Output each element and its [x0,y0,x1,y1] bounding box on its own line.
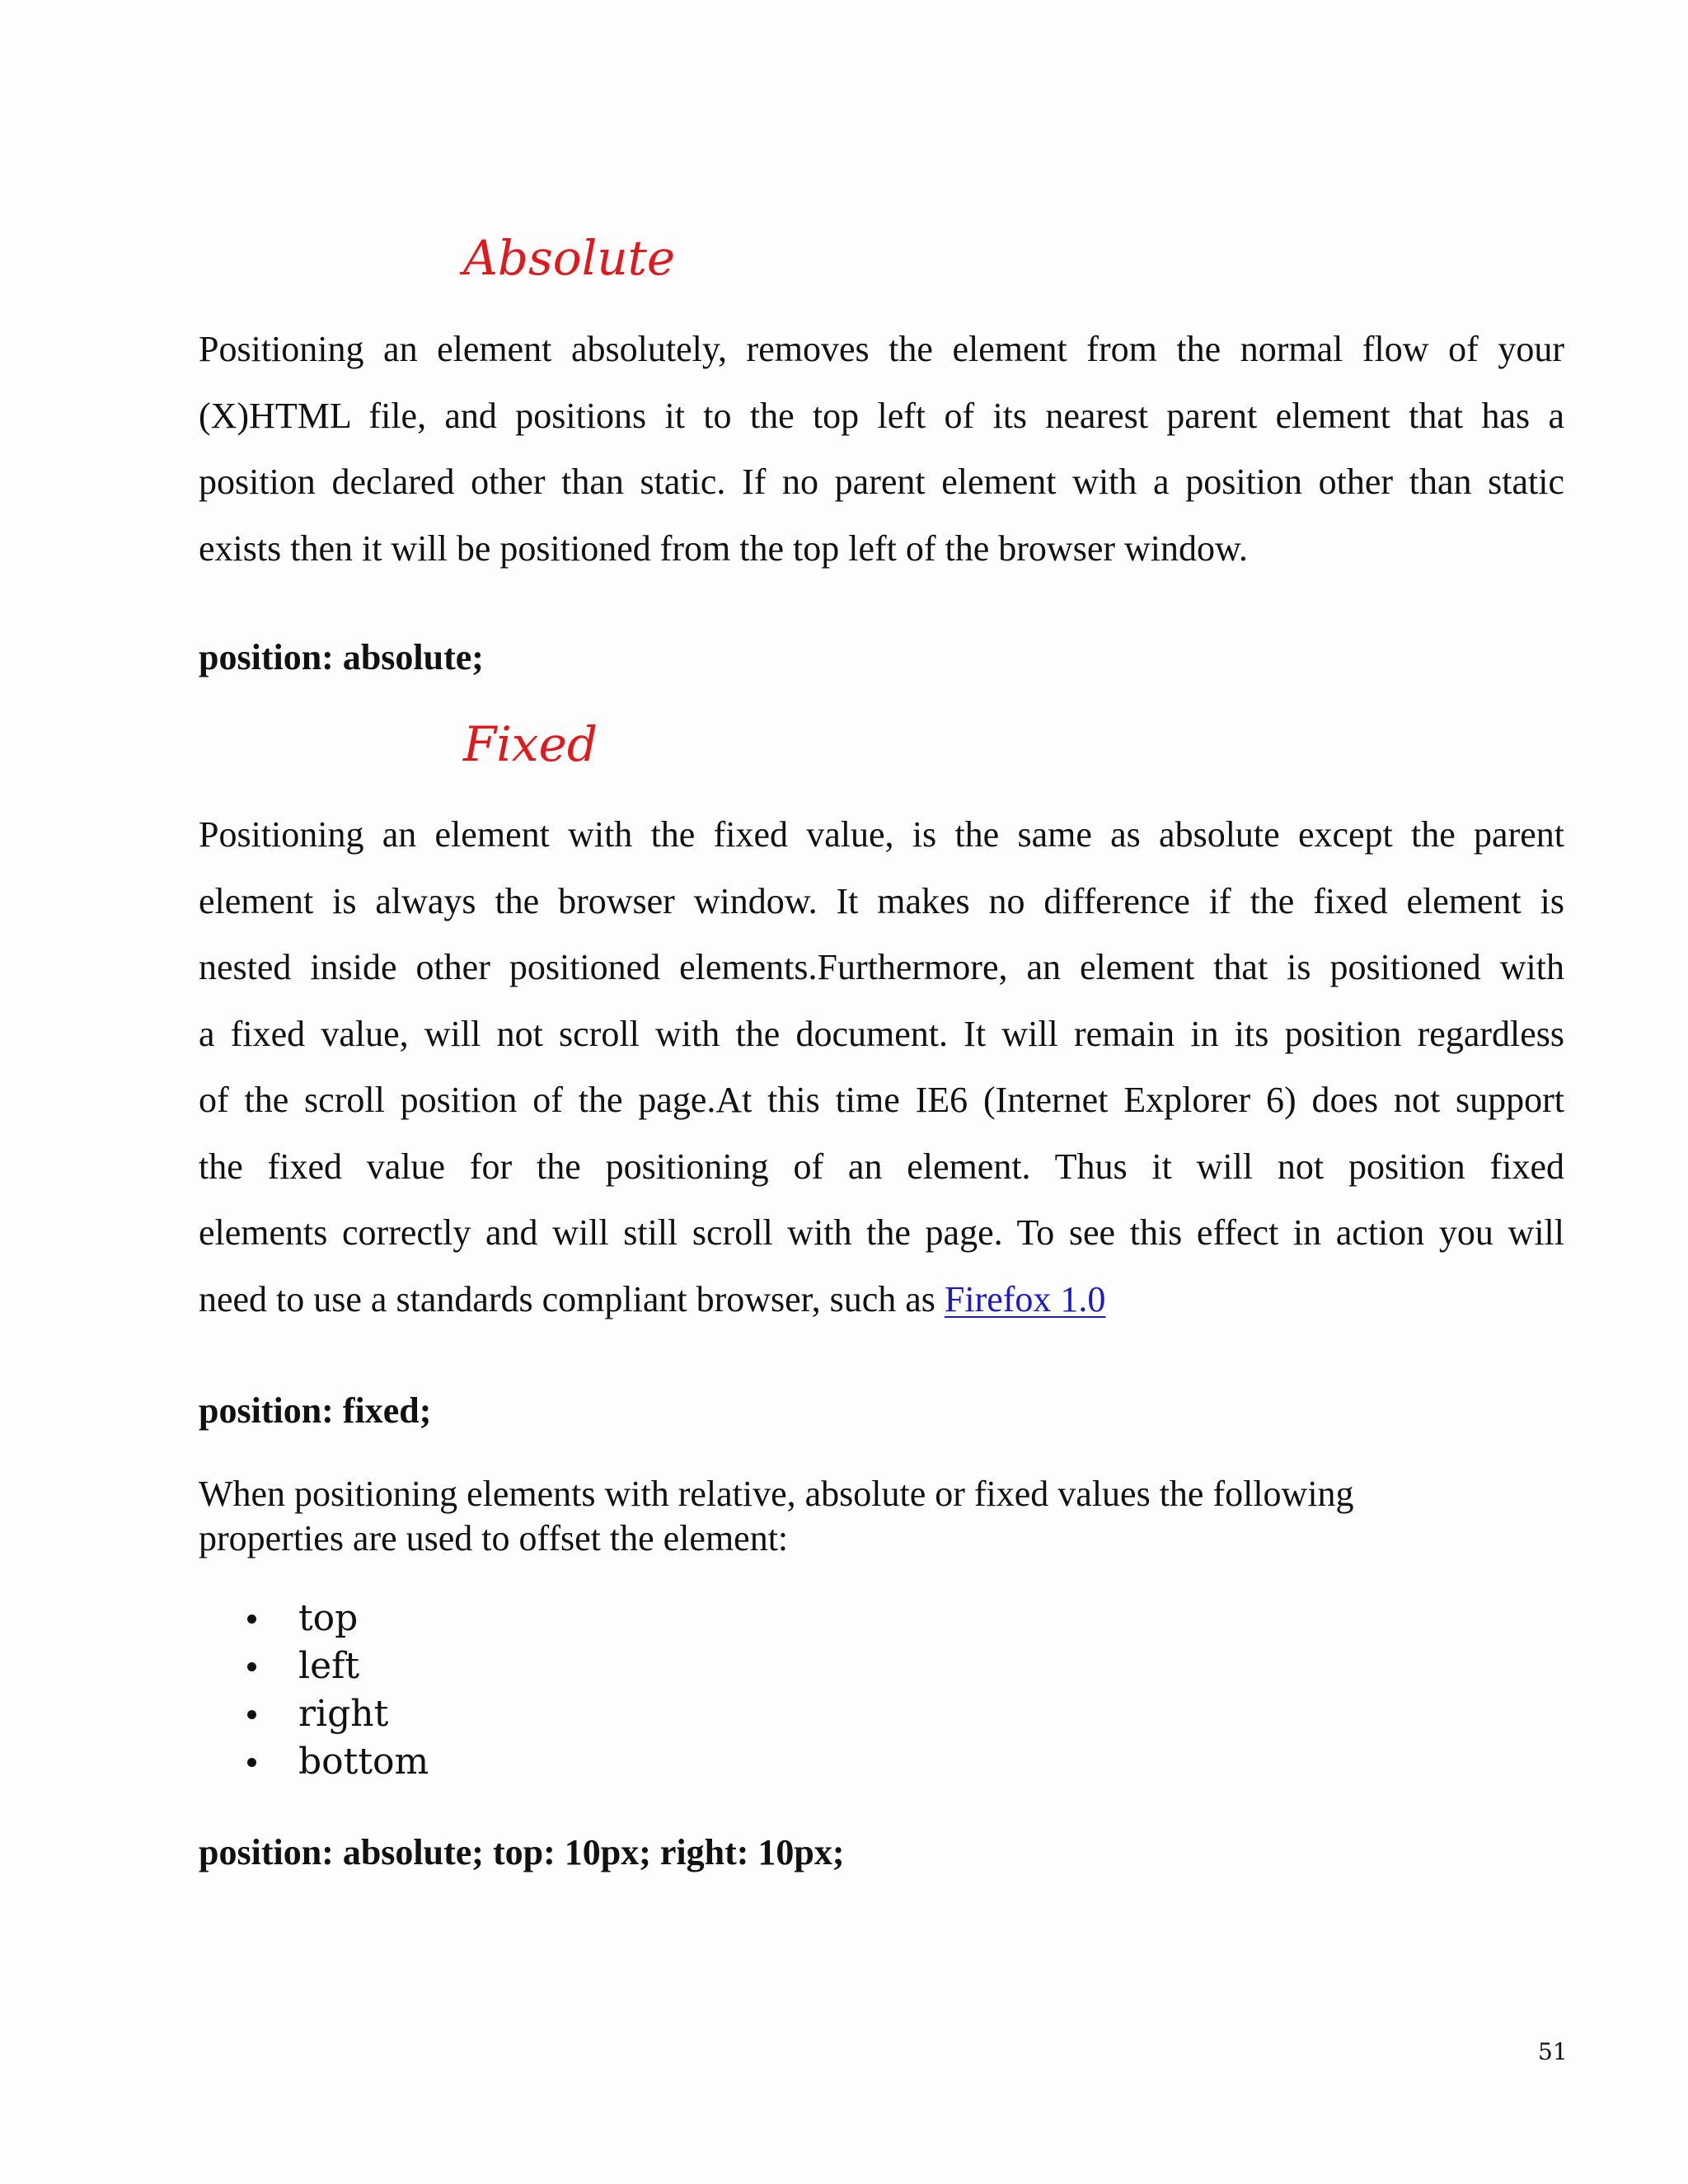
paragraph-line: element is always the browser window. It makes no difference if the fixed element is [199,880,1564,921]
heading-absolute: Absolute [463,230,676,286]
paragraph-line: of the scroll position of the page.At this time IE6 (Internet Explorer 6) does not support [199,1080,1564,1120]
code-position-fixed: position: fixed; [199,1390,432,1431]
paragraph-line: elements correctly and will still scroll with the page. To see this effect in action you will [199,1212,1564,1253]
code-position-offsets: position: absolute; top: 10px; right: 10px; [199,1832,845,1872]
bullet-icon [247,1662,256,1671]
offsets-intro-line: properties are used to offset the element: [199,1518,789,1558]
paragraph-line: exists then it will be positioned from the top left of the browser window. [199,527,1248,569]
bullet-icon [247,1758,256,1767]
heading-fixed: Fixed [463,716,598,772]
offset-properties-list [236,1595,429,1786]
list-item [236,1595,429,1643]
paragraph-line-text: need to use a standards compliant browser, such as [199,1278,945,1319]
list-item-label: right [298,1693,389,1735]
paragraph-line: position declared other than static. If no parent element with a position other than static [199,462,1564,502]
code-position-absolute: position: absolute; [199,637,484,677]
page-number: 51 [1538,2038,1568,2065]
offsets-intro-line: When positioning elements with relative, absolute or fixed values the following [199,1474,1354,1514]
bullet-icon [247,1710,256,1719]
offsets-intro [199,1472,1567,1561]
list-item-label: top [298,1597,359,1639]
list-item-label: bottom [298,1741,429,1783]
paragraph-line: a fixed value, will not scroll with the document. It will remain in its position regardless [199,1013,1564,1054]
paragraph-line: Positioning an element with the fixed value, is the same as absolute except the parent [199,814,1564,855]
paragraph-line: (X)HTML file, and positions it to the top left of its nearest parent element that has a [199,395,1564,436]
paragraph-line: Positioning an element absolutely, removes the element from the normal flow of your [199,329,1564,369]
paragraph-line: the fixed value for the positioning of an element. Thus it will not position fixed [199,1146,1564,1187]
list-item [236,1690,429,1738]
paragraph-absolute [199,316,1564,582]
bullet-icon [247,1615,256,1624]
list-item-label: left [298,1645,360,1687]
firefox-link[interactable]: Firefox 1.0 [944,1278,1106,1319]
list-item [236,1738,429,1786]
paragraph-line: nested inside other positioned elements.Furthermore, an element that is positioned with [199,947,1564,987]
list-item [236,1643,429,1690]
paragraph-line [199,1267,1564,1333]
paragraph-fixed [199,802,1564,1333]
